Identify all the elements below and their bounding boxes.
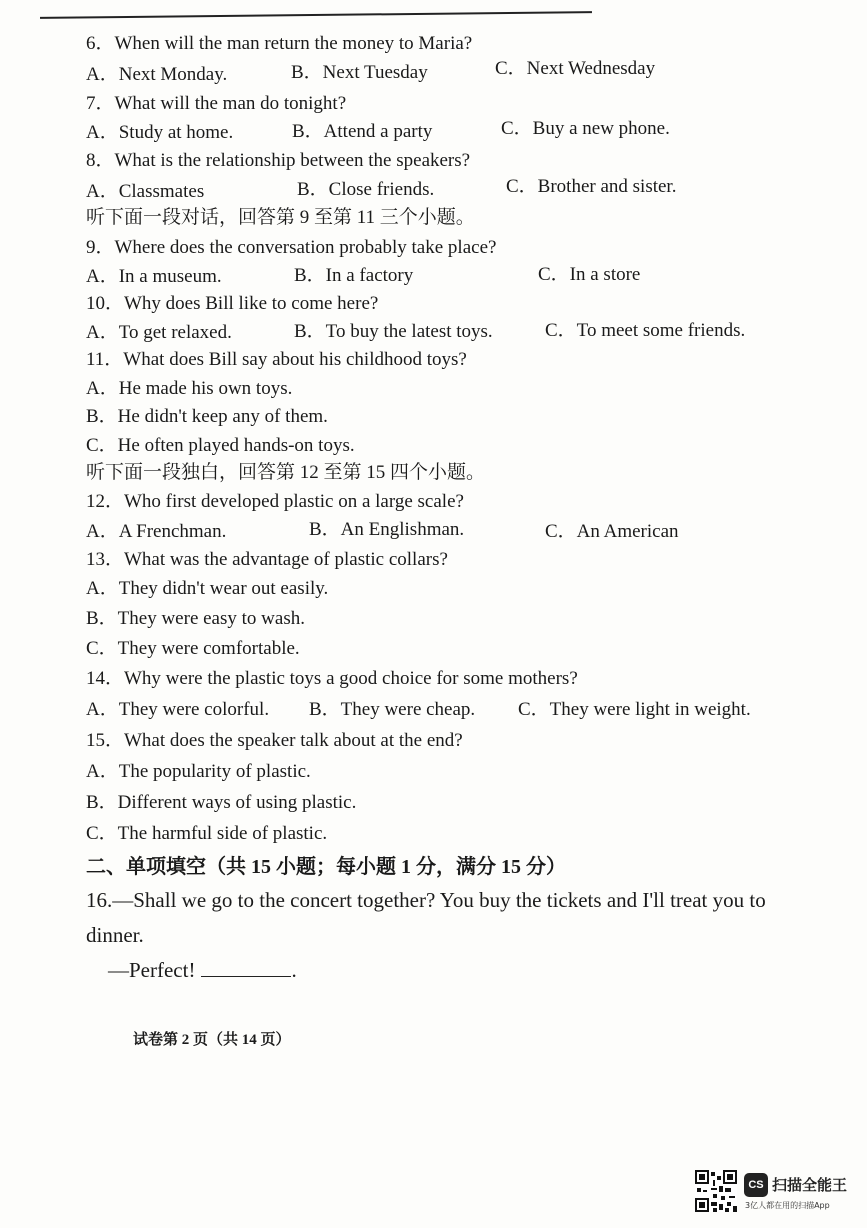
page-footer: 试卷第 2 页（共 14 页） (133, 1032, 291, 1048)
camscanner-logo: CS (744, 1173, 768, 1197)
question-15-option-c: C．The harmful side of plastic. (86, 823, 328, 844)
question-13-option-a: A．They didn't wear out easily. (86, 578, 329, 599)
question-10-option-a: A．To get relaxed. (86, 322, 232, 343)
question-15-option-a: A．The popularity of plastic. (86, 761, 311, 782)
question-6-option-b: B．Next Tuesday (291, 62, 428, 83)
question-7-stem: 7．What will the man do tonight? (86, 93, 347, 114)
question-14-stem: 14．Why were the plastic toys a good choice for some mothers? (86, 668, 578, 689)
question-8-option-a: A．Classmates (86, 181, 205, 202)
question-11-stem: 11．What does Bill say about his childhood toys? (86, 349, 467, 370)
question-7-option-a: A．Study at home. (86, 122, 234, 143)
question-16-line-2: dinner. (86, 923, 144, 947)
question-13-option-b: B．They were easy to wash. (86, 608, 305, 629)
question-12-option-b: B．An Englishman. (309, 519, 465, 540)
qr-code-icon (695, 1170, 737, 1212)
question-16-reply-text: —Perfect! (108, 958, 196, 982)
question-8-option-c: C．Brother and sister. (506, 176, 677, 197)
question-8-option-b: B．Close friends. (297, 179, 435, 200)
question-15-stem: 15．What does the speaker talk about at the end? (86, 730, 463, 751)
question-14-option-c: C．They were light in weight. (518, 699, 751, 720)
question-13-option-c: C．They were comfortable. (86, 638, 300, 659)
top-rule (40, 11, 592, 19)
question-9-stem: 9．Where does the conversation probably take place? (86, 237, 497, 258)
question-12-stem: 12．Who first developed plastic on a large scale? (86, 491, 464, 512)
question-12-option-a: A．A Frenchman. (86, 521, 227, 542)
question-10-option-c: C．To meet some friends. (545, 320, 746, 341)
question-10-option-b: B．To buy the latest toys. (294, 321, 493, 342)
question-9-option-c: C．In a store (538, 264, 641, 285)
question-7-option-c: C．Buy a new phone. (501, 118, 670, 139)
question-11-option-b: B．He didn't keep any of them. (86, 406, 328, 427)
question-6-stem: 6．When will the man return the money to Maria? (86, 33, 473, 54)
question-13-stem: 13．What was the advantage of plastic collars? (86, 549, 448, 570)
question-10-stem: 10．Why does Bill like to come here? (86, 293, 379, 314)
scanner-brand-name: 扫描全能王 (772, 1176, 848, 1194)
question-11-option-a: A．He made his own toys. (86, 378, 293, 399)
question-7-option-b: B．Attend a party (292, 121, 433, 142)
question-15-option-b: B．Different ways of using plastic. (86, 792, 357, 813)
question-11-option-c: C．He often played hands-on toys. (86, 435, 355, 456)
answer-blank (201, 958, 291, 977)
question-9-option-b: B．In a factory (294, 265, 414, 286)
question-9-option-a: A．In a museum. (86, 266, 222, 287)
question-16-reply-end: . (291, 958, 297, 982)
question-16-reply (108, 958, 297, 982)
section-2-heading: 二、单项填空（共 15 小题；每小题 1 分，满分 15 分） (86, 856, 566, 878)
listening-instruction-9-11: 听下面一段对话，回答第 9 至第 11 三个小题。 (86, 207, 475, 228)
question-6-option-a: A．Next Monday. (86, 64, 228, 85)
question-14-option-a: A．They were colorful. (86, 699, 270, 720)
question-12-option-c: C．An American (545, 521, 679, 542)
question-6-option-c: C．Next Wednesday (495, 58, 656, 79)
listening-instruction-12-15: 听下面一段独白，回答第 12 至第 15 四个小题。 (86, 462, 486, 483)
question-14-option-b: B．They were cheap. (309, 699, 476, 720)
scanner-brand-tagline: 3亿人都在用的扫描App (745, 1201, 830, 1210)
question-16-line-1: 16.—Shall we go to the concert together? You buy the tickets and I'll treat you to (86, 888, 766, 912)
question-8-stem: 8．What is the relationship between the speakers? (86, 150, 471, 171)
